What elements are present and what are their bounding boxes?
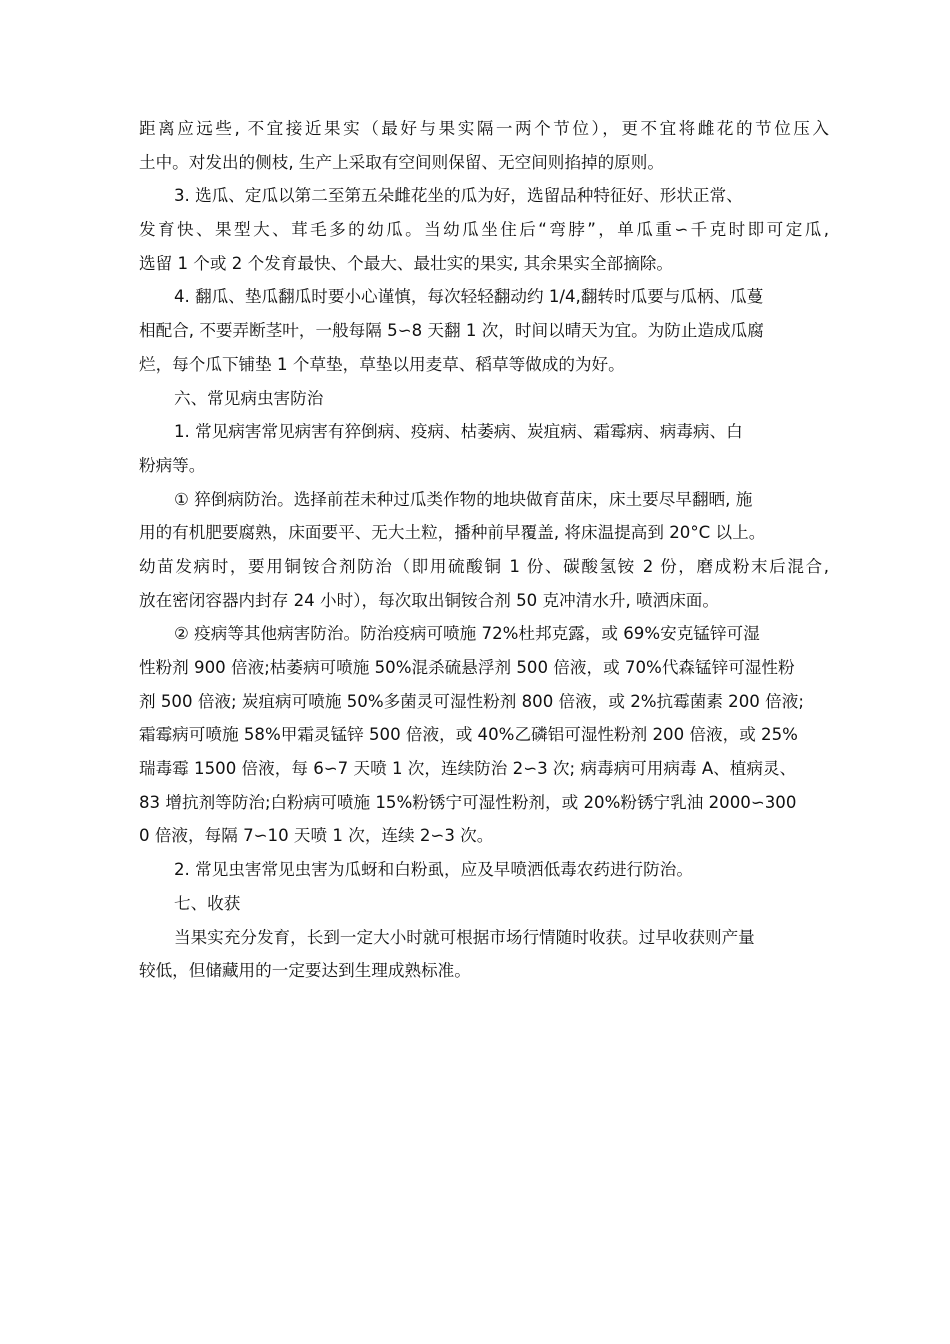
document-body xyxy=(139,112,829,988)
text-line: 3. 选瓜、定瓜以第二至第五朵雌花坐的瓜为好，选留品种特征好、形状正常、 xyxy=(174,186,743,206)
text-line: 放在密闭容器内封存 24 小时），每次取出铜铵合剂 50 克冲清水升, 喷洒床面。 xyxy=(139,590,719,610)
text-line: 距离应远些, 不宜接近果实（最好与果实隔一两个节位），更不宜将雌花的节位压入 xyxy=(139,119,829,138)
text-line: 发育快、果型大、茸毛多的幼瓜。当幼瓜坐住后“弯脖”，单瓜重∽千克时即可定瓜, xyxy=(139,220,829,240)
text-line: 土中。对发出的侧枝, 生产上采取有空间则保留、无空间则掐掉的原则。 xyxy=(139,152,664,172)
text-line: 六、常见病虫害防治 xyxy=(174,388,324,408)
text-line: 瑞毒霉 1500 倍液，每 6∽7 天喷 1 次，连续防治 2∽3 次; 病毒病可用病毒 A、植病灵、 xyxy=(139,759,797,779)
text-line: 选留 1 个或 2 个发育最快、个最大、最壮实的果实, 其余果实全部摘除。 xyxy=(139,253,673,273)
text-line: 较低，但储藏用的一定要达到生理成熟标准。 xyxy=(139,961,471,981)
text-line: 0 倍液，每隔 7∽10 天喷 1 次，连续 2∽3 次。 xyxy=(139,826,494,846)
text-line: ① 猝倒病防治。选择前茬未种过瓜类作物的地块做育苗床，床土要尽早翻晒, 施 xyxy=(174,489,753,509)
text-line: 用的有机肥要腐熟，床面要平、无大土粒，播种前早覆盖, 将床温提高到 20°C 以上。 xyxy=(139,523,766,543)
text-line: 烂，每个瓜下铺垫 1 个草垫，草垫以用麦草、稻草等做成的为好。 xyxy=(139,354,625,374)
text-line: 粉病等。 xyxy=(139,455,206,475)
text-line: 霜霉病可喷施 58%甲霜灵锰锌 500 倍液，或 40%乙磷铝可湿性粉剂 200 倍液，或 25% xyxy=(139,725,798,745)
text-line: 性粉剂 900 倍液;枯萎病可喷施 50%混杀硫悬浮剂 500 倍液，或 70%代森锰锌可湿性粉 xyxy=(139,658,795,677)
text-line: 相配合, 不要弄断茎叶，一般每隔 5∽8 天翻 1 次，时间以晴天为宜。为防止造成瓜腐 xyxy=(139,321,764,341)
text-line: 幼苗发病时，要用铜铵合剂防治（即用硫酸铜 1 份、碳酸氢铵 2 份，磨成粉末后混合, xyxy=(139,556,829,576)
text-line: 当果实充分发育，长到一定大小时就可根据市场行情随时收获。过早收获则产量 xyxy=(174,927,755,947)
text-line: 83 增抗剂等防治;白粉病可喷施 15%粉锈宁可湿性粉剂，或 20%粉锈宁乳油 2000∽300 xyxy=(139,792,797,812)
text-line: 1. 常见病害常见病害有猝倒病、疫病、枯萎病、炭疽病、霜霉病、病毒病、白 xyxy=(174,422,743,442)
text-line: 剂 500 倍液; 炭疽病可喷施 50%多菌灵可湿性粉剂 800 倍液，或 2%抗霉菌素 200 倍液; xyxy=(139,691,804,711)
text-line: ② 疫病等其他病害防治。防治疫病可喷施 72%杜邦克露，或 69%安克锰锌可湿 xyxy=(174,624,760,644)
text-line: 七、收获 xyxy=(174,893,241,913)
text-line: 4. 翻瓜、垫瓜翻瓜时要小心谨慎，每次轻轻翻动约 1/4,翻转时瓜要与瓜柄、瓜蔓 xyxy=(174,287,764,307)
text-line: 2. 常见虫害常见虫害为瓜蚜和白粉虱，应及早喷洒低毒农药进行防治。 xyxy=(174,860,693,880)
